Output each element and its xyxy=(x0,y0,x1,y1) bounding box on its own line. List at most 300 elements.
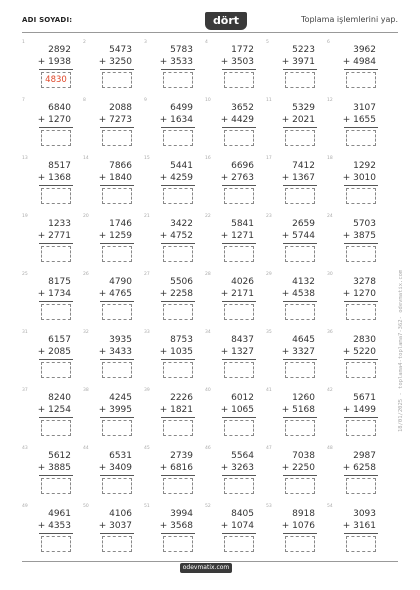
sum-line xyxy=(161,475,195,476)
problem-number: 12 xyxy=(327,98,333,103)
sum-line xyxy=(283,475,317,476)
addend-bottom: + 3250 xyxy=(98,57,132,67)
problem-cell xyxy=(205,156,266,214)
answer-box[interactable] xyxy=(102,536,132,552)
addend-bottom: + 4538 xyxy=(281,289,315,299)
addend-bottom: + 1074 xyxy=(220,521,254,531)
sum-line xyxy=(222,417,256,418)
problem-number: 30 xyxy=(327,272,333,277)
addend-top: 8240 xyxy=(48,393,71,403)
problem-cell xyxy=(327,388,388,446)
sum-line xyxy=(100,475,134,476)
addend-bottom: + 1270 xyxy=(342,289,376,299)
sum-line xyxy=(344,417,378,418)
problem-number: 52 xyxy=(205,504,211,509)
problem-cell xyxy=(22,272,83,330)
addend-top: 6840 xyxy=(48,103,71,113)
problem-cell xyxy=(327,504,388,562)
problem-cell xyxy=(22,98,83,156)
addend-top: 6157 xyxy=(48,335,71,345)
sum-line xyxy=(222,359,256,360)
problem-cell xyxy=(266,504,327,562)
sum-line xyxy=(161,243,195,244)
problem-number: 25 xyxy=(22,272,28,277)
addend-bottom: + 1035 xyxy=(159,347,193,357)
sum-line xyxy=(222,475,256,476)
problem-cell xyxy=(83,98,144,156)
problem-number: 48 xyxy=(327,446,333,451)
problem-number: 34 xyxy=(205,330,211,335)
sum-line xyxy=(283,533,317,534)
problem-number: 2 xyxy=(83,40,86,45)
answer-box[interactable] xyxy=(285,130,315,146)
problem-cell xyxy=(205,446,266,504)
answer-box[interactable] xyxy=(102,478,132,494)
problem-number: 54 xyxy=(327,504,333,509)
problem-number: 32 xyxy=(83,330,89,335)
problem-number: 8 xyxy=(83,98,86,103)
addend-top: 5612 xyxy=(48,451,71,461)
addend-top: 2088 xyxy=(109,103,132,113)
answer-box[interactable] xyxy=(102,188,132,204)
answer-box[interactable] xyxy=(346,246,376,262)
problem-cell xyxy=(205,504,266,562)
addend-top: 4790 xyxy=(109,277,132,287)
sum-line xyxy=(344,533,378,534)
problem-cell xyxy=(327,330,388,388)
problem-cell xyxy=(266,214,327,272)
answer-box[interactable] xyxy=(285,72,315,88)
addend-top: 2892 xyxy=(48,45,71,55)
addend-bottom: + 3971 xyxy=(281,57,315,67)
sum-line xyxy=(222,243,256,244)
addend-top: 2830 xyxy=(353,335,376,345)
problem-cell xyxy=(266,272,327,330)
answer-box[interactable] xyxy=(163,246,193,262)
answer-box[interactable] xyxy=(346,72,376,88)
problem-cell xyxy=(22,504,83,562)
addend-top: 8405 xyxy=(231,509,254,519)
addend-top: 3652 xyxy=(231,103,254,113)
answer-box[interactable] xyxy=(102,420,132,436)
problem-number: 9 xyxy=(144,98,147,103)
problem-number: 19 xyxy=(22,214,28,219)
side-footer-text: 18/01/2025 - toplama4-toplama7-362- odevmatix.com xyxy=(398,269,404,432)
addend-top: 3994 xyxy=(170,509,193,519)
addend-top: 3278 xyxy=(353,277,376,287)
addend-top: 6531 xyxy=(109,451,132,461)
problem-cell xyxy=(22,446,83,504)
addend-bottom: + 1065 xyxy=(220,405,254,415)
sum-line xyxy=(100,301,134,302)
brand-logo: dört xyxy=(205,12,247,30)
problem-cell xyxy=(22,388,83,446)
problem-cell xyxy=(266,446,327,504)
addend-bottom: + 6258 xyxy=(342,463,376,473)
sum-line xyxy=(283,185,317,186)
problem-cell xyxy=(83,388,144,446)
sum-line xyxy=(161,359,195,360)
problem-cell xyxy=(144,40,205,98)
answer-box[interactable] xyxy=(41,478,71,494)
problem-number: 31 xyxy=(22,330,28,335)
answer-box[interactable] xyxy=(224,478,254,494)
problem-number: 20 xyxy=(83,214,89,219)
problem-number: 39 xyxy=(144,388,150,393)
problem-cell xyxy=(22,330,83,388)
addend-bottom: + 3885 xyxy=(37,463,71,473)
problem-number: 43 xyxy=(22,446,28,451)
sum-line xyxy=(39,185,73,186)
answer-box[interactable] xyxy=(224,420,254,436)
sum-line xyxy=(39,359,73,360)
problem-cell xyxy=(205,40,266,98)
answer-box[interactable] xyxy=(41,362,71,378)
addend-top: 8918 xyxy=(292,509,315,519)
problem-number: 3 xyxy=(144,40,147,45)
addend-bottom: + 3037 xyxy=(98,521,132,531)
addend-bottom: + 2085 xyxy=(37,347,71,357)
answer-box[interactable] xyxy=(224,188,254,204)
sum-line xyxy=(39,417,73,418)
addend-top: 4026 xyxy=(231,277,254,287)
problem-number: 50 xyxy=(83,504,89,509)
problem-number: 45 xyxy=(144,446,150,451)
answer-box[interactable] xyxy=(285,362,315,378)
problem-number: 18 xyxy=(327,156,333,161)
addend-top: 7866 xyxy=(109,161,132,171)
problem-cell xyxy=(83,156,144,214)
header-divider xyxy=(22,32,398,33)
sum-line xyxy=(283,417,317,418)
sum-line xyxy=(222,69,256,70)
problem-cell xyxy=(205,214,266,272)
answer-box[interactable] xyxy=(224,304,254,320)
addend-top: 5441 xyxy=(170,161,193,171)
sum-line xyxy=(344,185,378,186)
problem-number: 1 xyxy=(22,40,25,45)
worksheet-header xyxy=(22,12,398,32)
footer-divider xyxy=(22,561,398,562)
problem-number: 5 xyxy=(266,40,269,45)
problem-cell xyxy=(144,98,205,156)
addend-bottom: + 3409 xyxy=(98,463,132,473)
sum-line xyxy=(283,359,317,360)
addend-bottom: + 2771 xyxy=(37,231,71,241)
addend-top: 6696 xyxy=(231,161,254,171)
problem-number: 23 xyxy=(266,214,272,219)
problem-number: 44 xyxy=(83,446,89,451)
answer-box[interactable]: 4830 xyxy=(41,72,71,88)
sum-line xyxy=(100,243,134,244)
problem-number: 17 xyxy=(266,156,272,161)
problem-cell xyxy=(266,98,327,156)
answer-box[interactable] xyxy=(224,362,254,378)
problem-number: 26 xyxy=(83,272,89,277)
problem-cell xyxy=(83,40,144,98)
sum-line xyxy=(100,417,134,418)
sum-line xyxy=(283,127,317,128)
answer-box[interactable] xyxy=(163,478,193,494)
problem-number: 21 xyxy=(144,214,150,219)
addend-bottom: + 4765 xyxy=(98,289,132,299)
footer-logo: odevmatix.com xyxy=(180,563,232,573)
problem-number: 35 xyxy=(266,330,272,335)
addend-top: 1746 xyxy=(109,219,132,229)
addend-top: 2987 xyxy=(353,451,376,461)
addend-top: 8437 xyxy=(231,335,254,345)
problem-cell xyxy=(83,214,144,272)
answer-box[interactable] xyxy=(41,246,71,262)
answer-box[interactable] xyxy=(346,304,376,320)
answer-box[interactable] xyxy=(163,536,193,552)
problem-cell xyxy=(266,40,327,98)
answer-box[interactable] xyxy=(346,536,376,552)
addend-top: 8517 xyxy=(48,161,71,171)
problem-cell xyxy=(22,156,83,214)
addend-bottom: + 2258 xyxy=(159,289,193,299)
addend-top: 5329 xyxy=(292,103,315,113)
addend-bottom: + 1076 xyxy=(281,521,315,531)
addend-bottom: + 1840 xyxy=(98,173,132,183)
problem-cell xyxy=(205,272,266,330)
sum-line xyxy=(222,301,256,302)
problem-number: 11 xyxy=(266,98,272,103)
problem-number: 6 xyxy=(327,40,330,45)
sum-line xyxy=(39,301,73,302)
addend-bottom: + 4984 xyxy=(342,57,376,67)
addend-top: 7038 xyxy=(292,451,315,461)
addend-bottom: + 1655 xyxy=(342,115,376,125)
sum-line xyxy=(39,69,73,70)
problem-cell xyxy=(144,156,205,214)
addend-top: 2659 xyxy=(292,219,315,229)
addend-top: 5783 xyxy=(170,45,193,55)
name-label: ADI SOYADI: xyxy=(22,16,73,24)
addend-top: 3422 xyxy=(170,219,193,229)
addend-bottom: + 3533 xyxy=(159,57,193,67)
answer-box[interactable] xyxy=(346,130,376,146)
answer-box[interactable] xyxy=(163,304,193,320)
addend-bottom: + 3327 xyxy=(281,347,315,357)
problem-cell xyxy=(22,40,83,98)
problem-number: 47 xyxy=(266,446,272,451)
answer-box[interactable] xyxy=(346,420,376,436)
problem-number: 7 xyxy=(22,98,25,103)
answer-box[interactable] xyxy=(163,72,193,88)
sum-line xyxy=(161,301,195,302)
sum-line xyxy=(222,533,256,534)
problem-number: 15 xyxy=(144,156,150,161)
addend-top: 3962 xyxy=(353,45,376,55)
sum-line xyxy=(344,475,378,476)
problem-cell xyxy=(144,388,205,446)
addend-top: 5564 xyxy=(231,451,254,461)
answer-box[interactable] xyxy=(224,536,254,552)
instruction-text: Toplama işlemlerini yap. xyxy=(301,15,398,24)
answer-box[interactable] xyxy=(102,246,132,262)
addend-top: 5841 xyxy=(231,219,254,229)
answer-box[interactable] xyxy=(163,188,193,204)
addend-bottom: + 5744 xyxy=(281,231,315,241)
problem-cell xyxy=(205,98,266,156)
sum-line xyxy=(100,127,134,128)
addend-bottom: + 5168 xyxy=(281,405,315,415)
answer-box[interactable] xyxy=(102,130,132,146)
sum-line xyxy=(39,475,73,476)
addend-top: 6012 xyxy=(231,393,254,403)
problem-number: 51 xyxy=(144,504,150,509)
addend-bottom: + 2763 xyxy=(220,173,254,183)
addend-bottom: + 1271 xyxy=(220,231,254,241)
problem-cell xyxy=(327,40,388,98)
addend-bottom: + 3010 xyxy=(342,173,376,183)
sum-line xyxy=(344,359,378,360)
addend-bottom: + 1821 xyxy=(159,405,193,415)
answer-box[interactable] xyxy=(224,130,254,146)
sum-line xyxy=(161,69,195,70)
answer-box[interactable] xyxy=(102,72,132,88)
answer-box[interactable] xyxy=(285,420,315,436)
addend-top: 4961 xyxy=(48,509,71,519)
problem-number: 33 xyxy=(144,330,150,335)
answer-box[interactable] xyxy=(102,362,132,378)
addend-bottom: + 3161 xyxy=(342,521,376,531)
addend-top: 5671 xyxy=(353,393,376,403)
addend-bottom: + 1254 xyxy=(37,405,71,415)
problem-cell xyxy=(205,388,266,446)
answer-box[interactable] xyxy=(163,362,193,378)
problem-cell xyxy=(83,272,144,330)
answer-box[interactable] xyxy=(163,420,193,436)
problem-cell xyxy=(327,214,388,272)
addend-bottom: + 4429 xyxy=(220,115,254,125)
addend-top: 4106 xyxy=(109,509,132,519)
sum-line xyxy=(344,127,378,128)
sum-line xyxy=(344,301,378,302)
sum-line xyxy=(283,243,317,244)
answer-box[interactable] xyxy=(41,188,71,204)
problem-number: 16 xyxy=(205,156,211,161)
addend-top: 5223 xyxy=(292,45,315,55)
problem-cell xyxy=(83,504,144,562)
answer-box[interactable] xyxy=(285,536,315,552)
addend-bottom: + 3503 xyxy=(220,57,254,67)
addend-top: 8175 xyxy=(48,277,71,287)
problem-cell xyxy=(266,156,327,214)
sum-line xyxy=(344,243,378,244)
addend-top: 1233 xyxy=(48,219,71,229)
problem-number: 22 xyxy=(205,214,211,219)
addend-bottom: + 1499 xyxy=(342,405,376,415)
problem-number: 38 xyxy=(83,388,89,393)
sum-line xyxy=(161,533,195,534)
sum-line xyxy=(222,185,256,186)
problem-number: 49 xyxy=(22,504,28,509)
addend-bottom: + 3568 xyxy=(159,521,193,531)
addend-top: 8753 xyxy=(170,335,193,345)
answer-box[interactable] xyxy=(41,304,71,320)
problem-number: 24 xyxy=(327,214,333,219)
addend-bottom: + 2171 xyxy=(220,289,254,299)
addend-bottom: + 3875 xyxy=(342,231,376,241)
sum-line xyxy=(283,301,317,302)
addend-top: 4245 xyxy=(109,393,132,403)
addend-bottom: + 6816 xyxy=(159,463,193,473)
problem-number: 46 xyxy=(205,446,211,451)
problem-number: 14 xyxy=(83,156,89,161)
addend-top: 3093 xyxy=(353,509,376,519)
answer-box[interactable] xyxy=(346,362,376,378)
problem-number: 13 xyxy=(22,156,28,161)
answer-box[interactable] xyxy=(285,304,315,320)
addend-top: 6499 xyxy=(170,103,193,113)
answer-box[interactable] xyxy=(285,478,315,494)
problem-number: 28 xyxy=(205,272,211,277)
problem-cell xyxy=(144,446,205,504)
answer-box[interactable] xyxy=(41,130,71,146)
addend-bottom: + 5220 xyxy=(342,347,376,357)
addend-bottom: + 3995 xyxy=(98,405,132,415)
addend-bottom: + 4752 xyxy=(159,231,193,241)
answer-box[interactable] xyxy=(285,188,315,204)
problem-cell xyxy=(327,272,388,330)
addend-top: 5473 xyxy=(109,45,132,55)
addend-top: 5506 xyxy=(170,277,193,287)
addend-top: 1772 xyxy=(231,45,254,55)
addend-bottom: + 1634 xyxy=(159,115,193,125)
answer-box[interactable] xyxy=(41,420,71,436)
addend-bottom: + 1259 xyxy=(98,231,132,241)
addend-bottom: + 2021 xyxy=(281,115,315,125)
answer-box[interactable] xyxy=(224,72,254,88)
problem-cell xyxy=(144,272,205,330)
problem-cell xyxy=(144,504,205,562)
sum-line xyxy=(100,185,134,186)
sum-line xyxy=(161,127,195,128)
problem-number: 42 xyxy=(327,388,333,393)
problem-number: 53 xyxy=(266,504,272,509)
problem-cell xyxy=(144,214,205,272)
addend-bottom: + 1734 xyxy=(37,289,71,299)
answer-box[interactable] xyxy=(285,246,315,262)
addend-bottom: + 3433 xyxy=(98,347,132,357)
problem-number: 37 xyxy=(22,388,28,393)
answer-box[interactable] xyxy=(41,536,71,552)
answer-box[interactable] xyxy=(102,304,132,320)
problem-cell xyxy=(327,446,388,504)
addend-bottom: + 1367 xyxy=(281,173,315,183)
answer-box[interactable] xyxy=(224,246,254,262)
problem-cell xyxy=(83,446,144,504)
sum-line xyxy=(344,69,378,70)
problem-number: 40 xyxy=(205,388,211,393)
problem-cell xyxy=(266,330,327,388)
sum-line xyxy=(100,69,134,70)
problem-number: 27 xyxy=(144,272,150,277)
addend-top: 1260 xyxy=(292,393,315,403)
answer-box[interactable] xyxy=(163,130,193,146)
addend-bottom: + 1938 xyxy=(37,57,71,67)
sum-line xyxy=(39,243,73,244)
answer-box[interactable] xyxy=(346,188,376,204)
answer-box[interactable] xyxy=(346,478,376,494)
addend-top: 4132 xyxy=(292,277,315,287)
addend-bottom: + 2250 xyxy=(281,463,315,473)
addend-bottom: + 1327 xyxy=(220,347,254,357)
addend-top: 4645 xyxy=(292,335,315,345)
sum-line xyxy=(39,127,73,128)
